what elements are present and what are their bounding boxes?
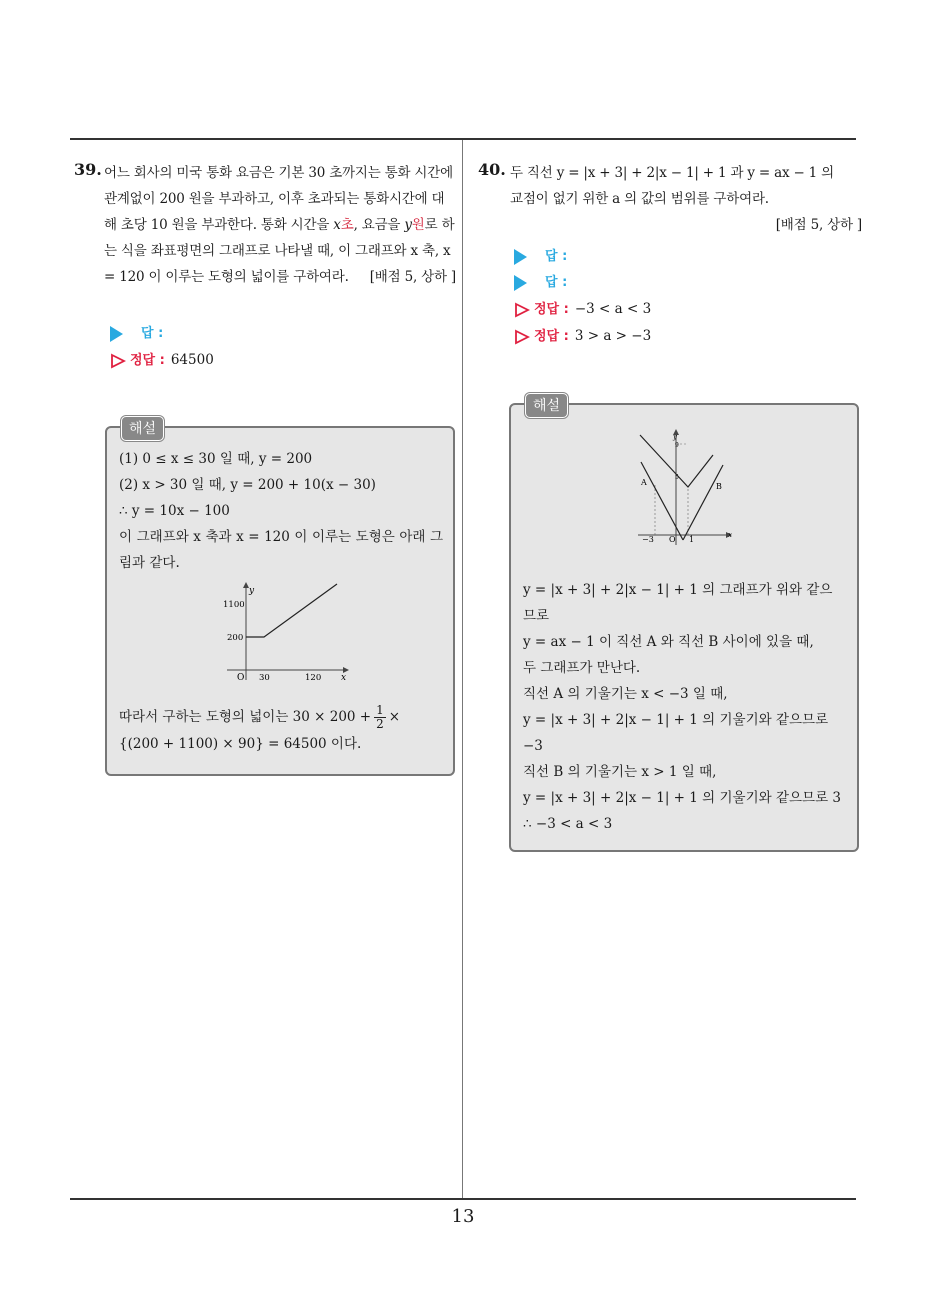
graph-tick-30: 30 — [259, 673, 270, 683]
graph-tick-1100: 1100 — [223, 600, 245, 610]
outline-arrow-icon — [514, 302, 530, 318]
difficulty: [배점 5, 상하 ] — [775, 217, 862, 233]
graph-origin: O — [237, 673, 245, 683]
bottom-rule — [70, 1198, 856, 1200]
solution-tag: 해설 — [121, 416, 164, 441]
correct-answer-row-1: 정답 : −3 < a < 3 — [514, 297, 651, 321]
answer-row-1[interactable]: 답 : — [514, 244, 567, 268]
highlight-won: 원 — [411, 217, 425, 233]
graph-origin: O — [669, 535, 676, 544]
cost-line — [246, 584, 337, 637]
column-divider — [462, 140, 463, 1200]
solution-text: y = |x + 3| + 2|x − 1| + 1 의 그래프가 위와 같으 므로 y = ax − 1 이 직선 A 와 직선 B 사이에 있을 때, 두 그래프가 만난다. 직선 A 의 기울기는 x < −3 일 때, y = |x + 3| + 2|x − 1| + 1 의 기울기와 같으므로 −3 직선 B 의 기울기는 x > 1 일 때, y = |x + 3| + 2|x − 1| + 1 의 기울기와 같으므로 3 ∴ −3 < a < 3 — [523, 582, 841, 832]
solution-tag: 해설 — [525, 393, 568, 418]
solution-box-40 — [509, 398, 859, 852]
correct-answer-row: 정답 : 64500 — [110, 348, 214, 372]
play-arrow-icon — [110, 326, 123, 342]
line-b — [683, 465, 723, 540]
answer-row[interactable]: 답 : — [110, 321, 163, 345]
solution-conclusion: 따라서 구하는 도형의 넓이는 30 × 200 + $\frac{1}{2}$ × {(200 + 1100) × 90} = 64500 이다. — [119, 703, 401, 752]
question-text: 어느 회사의 미국 통화 요금은 기본 30 초까지는 통화 시간에 관계없이 200 원을 부과하고, 이후 초과되는 통화시간에 대해 초당 10 원을 부과한다. 통화 시간을 x초, 요금을 y원로 하는 식을 좌표평면의 그래프로 나타낼 때, 이 그래프와 x 축, x = 120 이 이루는 도형의 넓이를 구하여라. [배점 5, 상하 ] — [104, 160, 456, 290]
solution-box-39 — [105, 421, 455, 776]
graph-x-label: x — [341, 673, 347, 683]
highlight-second: 초 — [340, 217, 354, 233]
graph-tick-neg3: −3 — [642, 535, 654, 544]
graph-x-label: x — [728, 531, 732, 539]
fraction-half: $\frac{1}{2}$ — [376, 703, 384, 731]
graph-tick-9: 9 — [675, 442, 679, 449]
play-arrow-icon — [514, 249, 527, 265]
solution-text: (1) 0 ≤ x ≤ 30 일 때, y = 200 (2) x > 30 일 때, y = 200 + 10(x − 30) ∴ y = 10x − 100 이 그래프와 x 축과 x = 120 이 이루는 도형은 아래 그림과 같다. — [119, 451, 443, 571]
page-number: 13 — [451, 1206, 475, 1227]
graph-tick-200: 200 — [227, 633, 244, 643]
question-number: 40. — [478, 160, 506, 179]
label-a: A — [641, 478, 647, 487]
abs-graph — [633, 427, 753, 547]
correct-answer-row-2: 정답 : 3 > a > −3 — [514, 324, 651, 348]
graph-tick-120: 120 — [305, 673, 322, 683]
outline-arrow-icon — [514, 329, 530, 345]
outline-arrow-icon — [110, 353, 126, 369]
graph-y-label: y — [249, 586, 255, 596]
graph-tick-1: 1 — [689, 535, 695, 544]
label-b: B — [716, 482, 722, 491]
difficulty: [배점 5, 상하 ] — [369, 269, 456, 285]
question-number: 39. — [74, 160, 102, 179]
graph-y-label: y — [673, 433, 677, 441]
cost-graph — [215, 576, 355, 686]
play-arrow-icon — [514, 275, 527, 291]
graph-tick-5: 5 — [675, 474, 679, 481]
question-text: 두 직선 y = |x + 3| + 2|x − 1| + 1 과 y = ax − 1 의 교점이 없기 위한 a 의 값의 범위를 구하여라. [배점 5, 상하 ] — [510, 160, 862, 238]
answer-row-2[interactable]: 답 : — [514, 270, 567, 294]
